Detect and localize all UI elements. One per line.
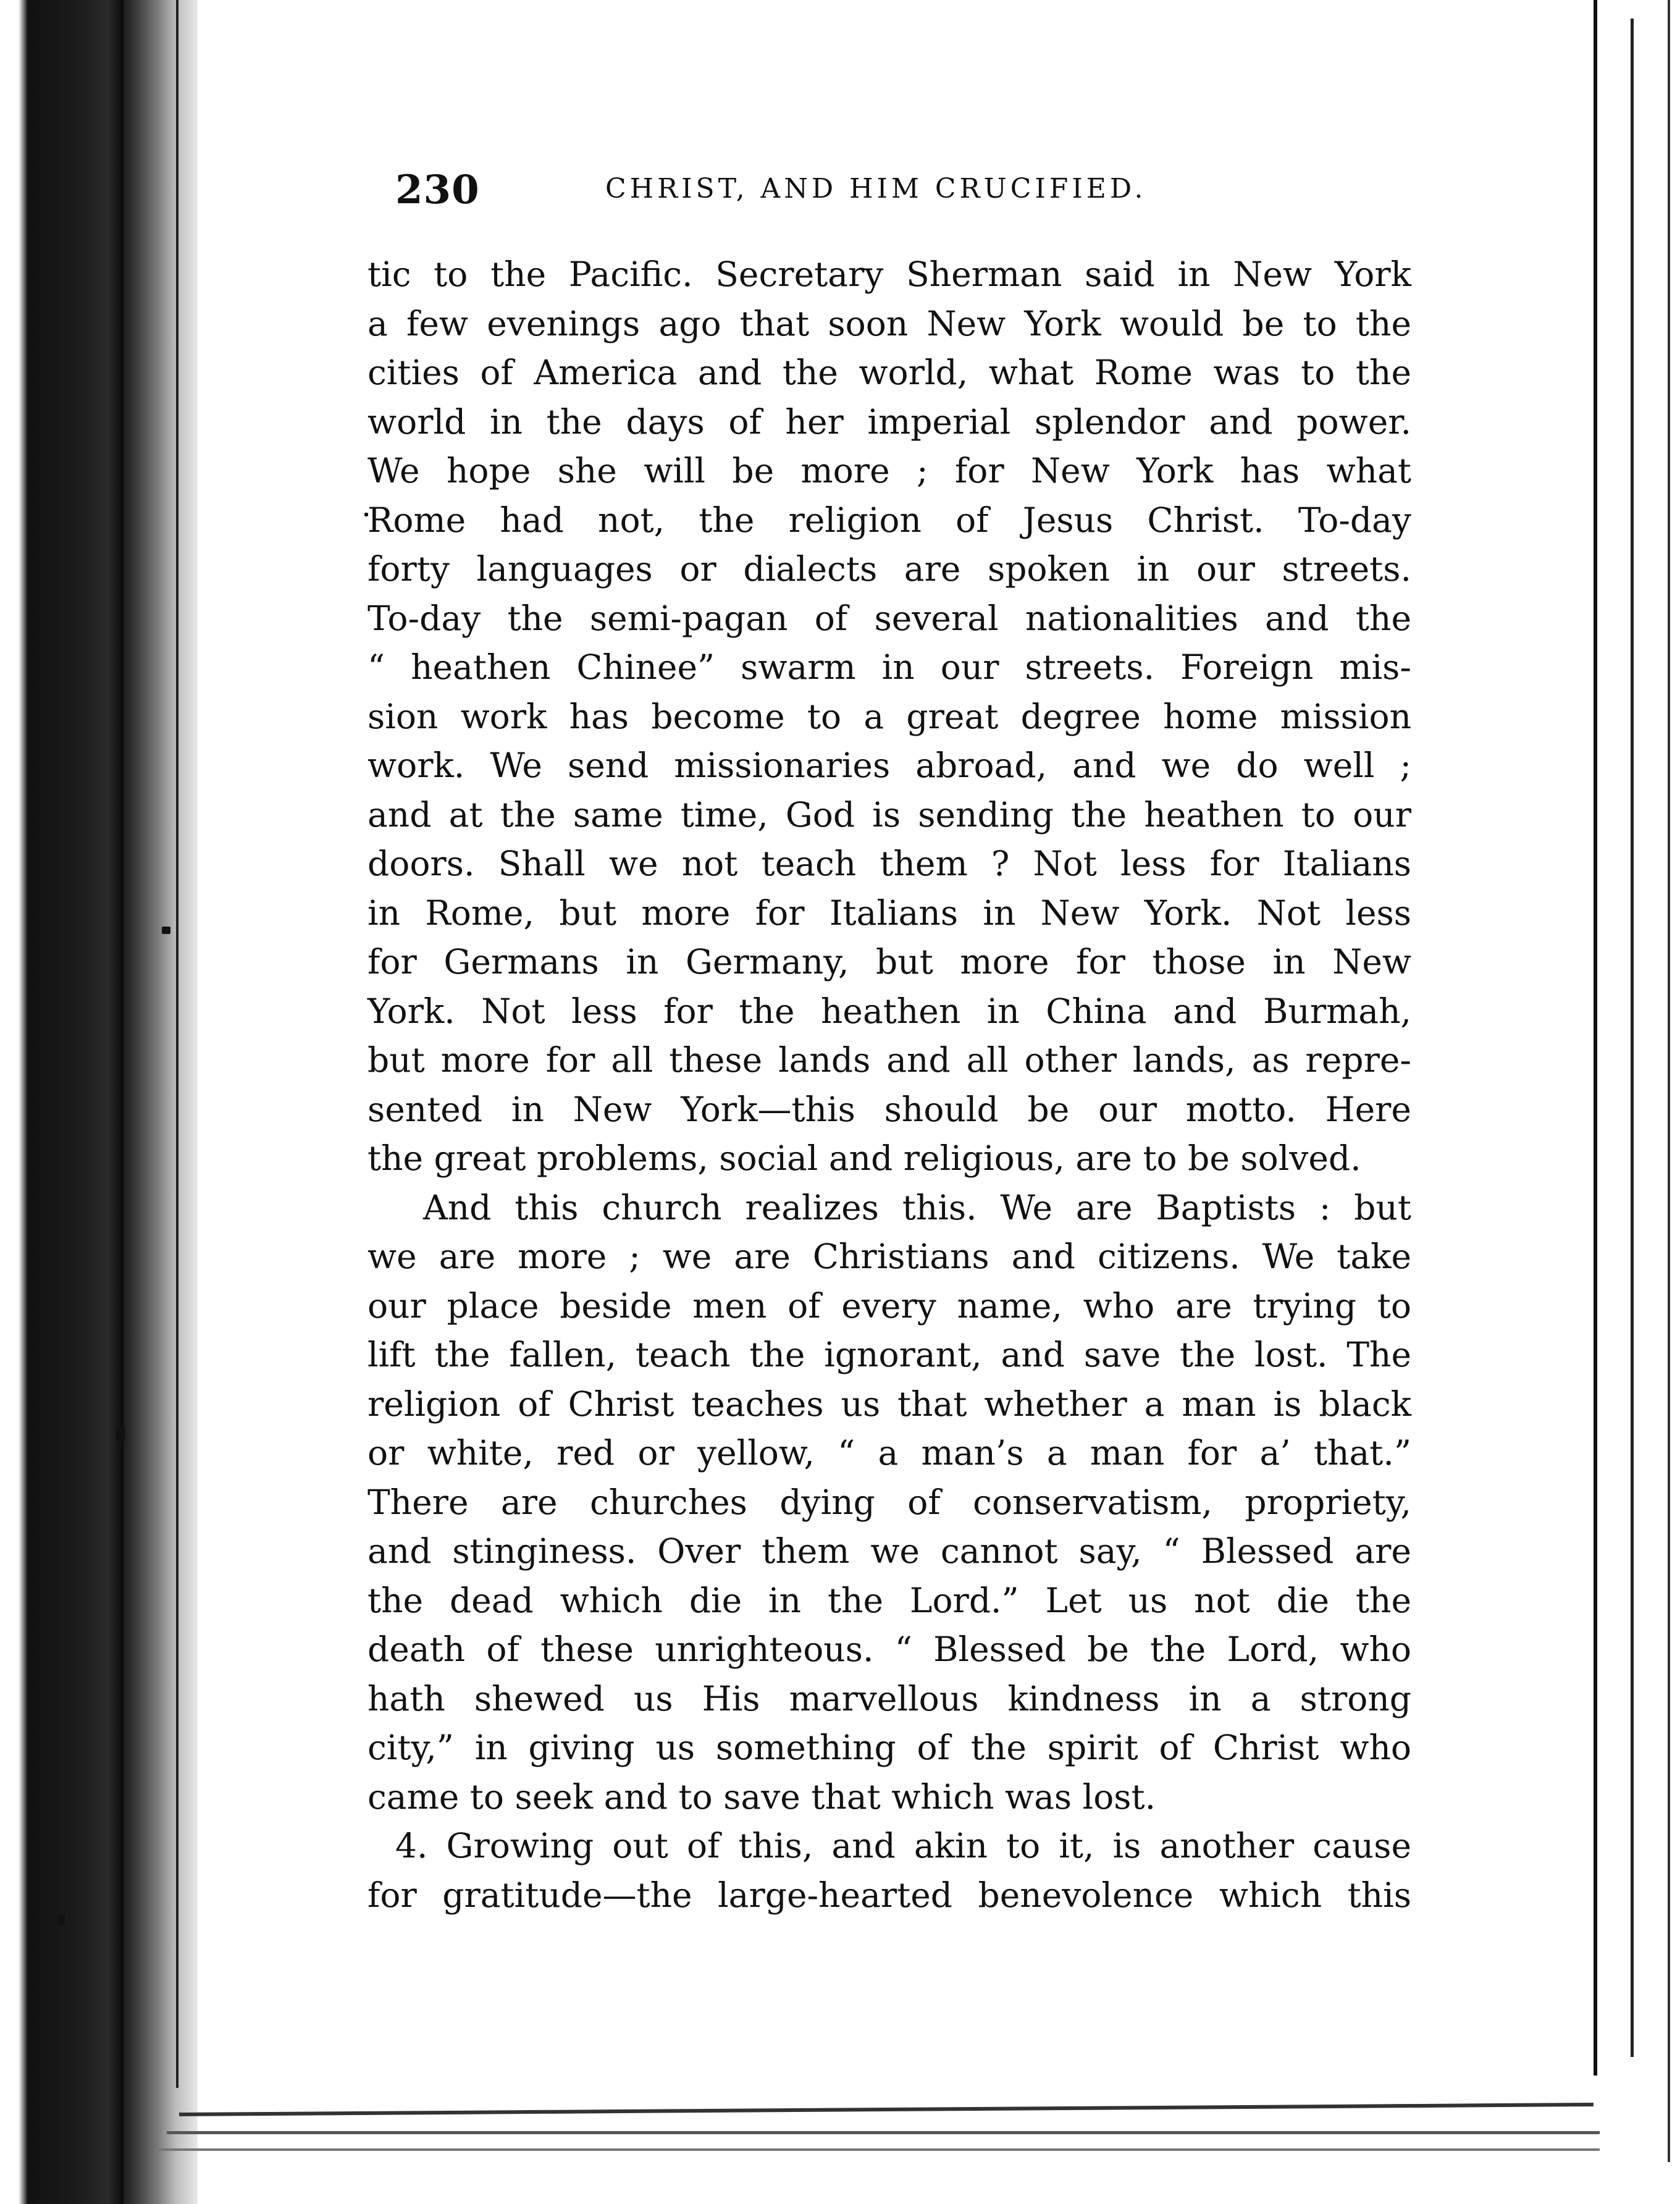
text-line: and at the same time, God is sending the heathen to our — [368, 794, 1411, 835]
page-left-border — [176, 0, 178, 2088]
text-line: work. We send missionaries abroad, and we do well ; — [368, 746, 1411, 785]
text-line: religion of Christ teaches us that whether a man is black — [368, 1384, 1411, 1424]
text-line: but more for all these lands and all other lands, as repre- — [368, 1040, 1411, 1080]
running-title: CHRIST, AND HIM CRUCIFIED. — [605, 173, 1147, 204]
text-line: hath shewed us His marvellous kindness in a strong — [368, 1678, 1411, 1718]
text-line: cities of America and the world, what Rome was to the — [368, 353, 1411, 392]
right-margin-rule — [1631, 19, 1634, 2057]
margin-speck — [162, 927, 170, 934]
text-line: a few evenings ago that soon New York would be to the — [368, 303, 1411, 343]
text-line: forty languages or dialects are spoken in our streets. — [368, 549, 1411, 589]
text-line: Rome had not, the religion of Jesus Christ. To-day — [368, 500, 1411, 540]
text-line: sented in New York—this should be our motto. Here — [368, 1089, 1411, 1129]
text-line: and stinginess. Over them we cannot say, “ Blessed are — [368, 1531, 1411, 1571]
running-head — [395, 167, 1445, 216]
text-line: the great problems, social and religious, are to be solved. — [368, 1138, 1361, 1178]
text-line: There are churches dying of conservatism, propriety, — [368, 1482, 1411, 1522]
text-line: “ heathen Chinee” swarm in our streets. Foreign mis- — [368, 647, 1411, 687]
right-margin-rule — [1594, 0, 1597, 2076]
page-number: 230 — [395, 167, 480, 213]
text-line: York. Not less for the heathen in China and Burmah, — [368, 991, 1411, 1031]
text-line: came to seek and to save that which was lost. — [368, 1777, 1156, 1817]
right-margin-rule — [1668, 0, 1670, 2162]
text-line: We hope she will be more ; for New York has what — [368, 451, 1411, 490]
text-line: doors. Shall we not teach them ? Not less for Italians — [368, 844, 1411, 883]
text-line: city,” in giving us something of the spirit of Christ who — [368, 1728, 1411, 1767]
text-line: for gratitude—the large-hearted benevolence which this — [368, 1875, 1411, 1915]
text-line: in Rome, but more for Italians in New York. Not less — [368, 893, 1411, 933]
body-text — [368, 250, 1411, 1920]
bottom-page-edge — [154, 2148, 1600, 2151]
text-line: or white, red or yellow, “ a man’s a man for a’ that.” — [368, 1433, 1411, 1473]
bottom-page-edge — [179, 2103, 1594, 2116]
text-line: And this church realizes this. We are Baptists : but — [423, 1187, 1411, 1227]
page-edge-gradient — [124, 0, 198, 2204]
text-line: tic to the Pacific. Secretary Sherman said in New York — [368, 254, 1411, 294]
bottom-page-edge — [167, 2131, 1600, 2134]
margin-speck — [116, 1427, 125, 1441]
text-line: for Germans in Germany, but more for those in New — [368, 942, 1411, 982]
text-line: 4. Growing out of this, and akin to it, is another cause — [395, 1826, 1411, 1865]
text-line: To-day the semi-pagan of several nationalities and the — [368, 598, 1411, 638]
book-binding-shadow — [0, 0, 124, 2204]
text-line: our place beside men of every name, who are trying to — [368, 1285, 1411, 1326]
text-line: we are more ; we are Christians and citizens. We take — [368, 1237, 1411, 1276]
text-line: death of these unrighteous. “ Blessed be the Lord, who — [368, 1630, 1411, 1669]
margin-speck — [59, 1915, 65, 1925]
text-line: world in the days of her imperial splendor and power. — [368, 402, 1411, 442]
text-line: the dead which die in the Lord.” Let us not die the — [368, 1580, 1411, 1620]
text-line: lift the fallen, teach the ignorant, and save the lost. The — [368, 1335, 1411, 1374]
text-line: sion work has become to a great degree home mission — [368, 696, 1411, 736]
